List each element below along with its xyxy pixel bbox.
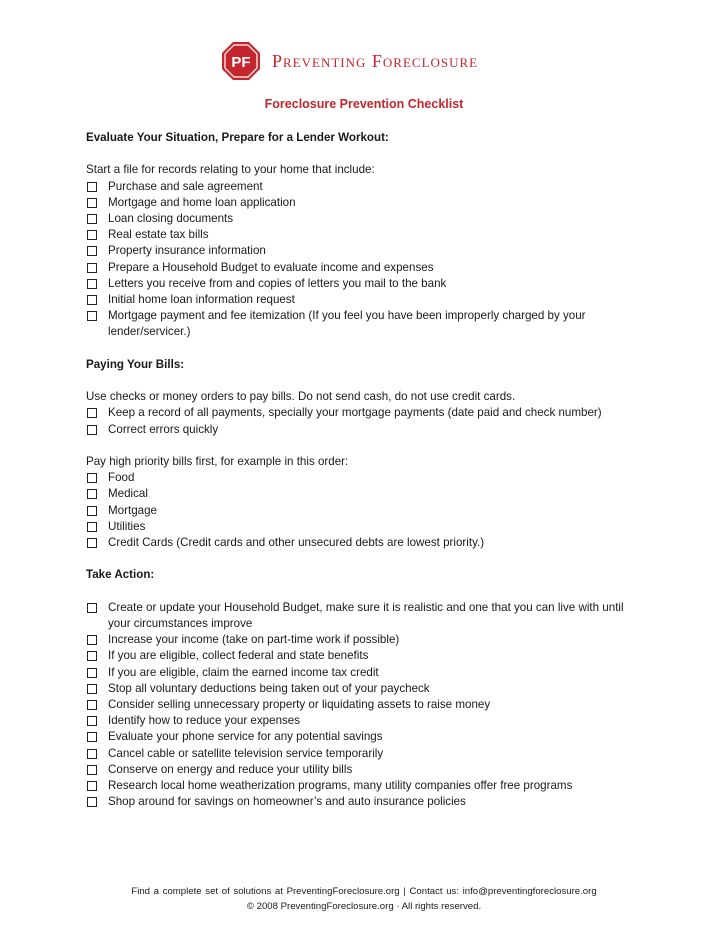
checklist-item xyxy=(86,632,646,648)
checklist-item-label: Prepare a Household Budget to evaluate income and expenses xyxy=(108,260,434,274)
checklist-item-label: Food xyxy=(108,471,135,485)
checklist-item-label: Keep a record of all payments, specially your mortgage payments (date paid and check number) xyxy=(108,406,602,420)
group-intro: Start a file for records relating to your home that include: xyxy=(86,163,375,177)
checkbox-icon[interactable] xyxy=(87,473,97,483)
spacer xyxy=(86,438,646,454)
checklist xyxy=(86,470,646,551)
checklist-item xyxy=(86,729,646,745)
checklist-item xyxy=(86,276,646,292)
footer-copyright: © 2008 PreventingForeclosure.org · All rights reserved. xyxy=(246,901,482,912)
checklist-item xyxy=(86,778,646,794)
checklist-body xyxy=(86,130,646,827)
logo-initials: PF xyxy=(231,54,251,71)
checklist-item-label: Correct errors quickly xyxy=(108,422,219,436)
checklist-item-label: Mortgage xyxy=(108,503,157,517)
checklist-item-label: Create or update your Household Budget, make sure it is realistic and one that you can live with until your circumstances improve xyxy=(108,600,624,630)
checkbox-icon[interactable] xyxy=(87,797,97,807)
checkbox-icon[interactable] xyxy=(87,295,97,305)
checkbox-icon[interactable] xyxy=(87,732,97,742)
checklist-item-label: Credit Cards (Credit cards and other unsecured debts are lowest priority.) xyxy=(108,536,485,550)
checklist-item-label: Loan closing documents xyxy=(108,212,234,225)
checklist-item-label: Cancel cable or satellite television service temporarily xyxy=(108,746,384,760)
checkbox-icon[interactable] xyxy=(87,279,97,289)
checkbox-icon[interactable] xyxy=(87,246,97,256)
checklist-item xyxy=(86,600,646,632)
checklist-item-label: Mortgage and home loan application xyxy=(108,195,296,209)
brand-logo xyxy=(221,41,478,81)
checklist-item-label: Research local home weatherization programs, many utility companies offer free programs xyxy=(108,779,573,793)
checklist-item xyxy=(86,762,646,778)
checklist-item xyxy=(86,648,646,664)
spacer xyxy=(86,584,646,600)
checklist-item xyxy=(86,697,646,713)
checkbox-icon[interactable] xyxy=(87,635,97,645)
checkbox-icon[interactable] xyxy=(87,489,97,499)
octagon-logo-icon xyxy=(221,41,261,81)
checklist-item-label: Stop all voluntary deductions being taken out of your paycheck xyxy=(108,681,430,695)
checkbox-icon[interactable] xyxy=(87,603,97,613)
checkbox-icon[interactable] xyxy=(87,749,97,759)
checklist-item-label: Initial home loan information request xyxy=(108,293,295,307)
checkbox-icon[interactable] xyxy=(87,765,97,775)
footer-contact-line: Find a complete set of solutions at PreventingForeclosure.org | Contact us: info@preventingforeclosure.org xyxy=(131,886,597,897)
checkbox-icon[interactable] xyxy=(87,182,97,192)
checkbox-icon[interactable] xyxy=(87,408,97,418)
checkbox-icon[interactable] xyxy=(87,700,97,710)
checkbox-icon[interactable] xyxy=(87,716,97,726)
checkbox-icon[interactable] xyxy=(87,651,97,661)
checklist-item-label: Shop around for savings on homeowner’s and auto insurance policies xyxy=(108,795,466,809)
section-heading: Paying Your Bills: xyxy=(86,357,185,371)
checklist-item xyxy=(86,746,646,762)
checklist-item xyxy=(86,681,646,697)
spacer xyxy=(86,551,646,567)
checkbox-icon[interactable] xyxy=(87,538,97,548)
checklist-item xyxy=(86,470,646,486)
checkbox-icon[interactable] xyxy=(87,522,97,532)
checkbox-icon[interactable] xyxy=(87,506,97,516)
checklist-item-label: Letters you receive from and copies of letters you mail to the bank xyxy=(108,276,447,290)
spacer xyxy=(86,373,646,389)
checklist-item xyxy=(86,503,646,519)
checklist-item xyxy=(86,713,646,729)
checklist xyxy=(86,600,646,811)
spacer xyxy=(86,341,646,357)
spacer xyxy=(86,146,646,162)
logo-wordmark: Preventing Foreclosure xyxy=(272,50,479,71)
checklist-item xyxy=(86,292,646,308)
checklist-item xyxy=(86,227,646,243)
checklist-item xyxy=(86,486,646,502)
checkbox-icon[interactable] xyxy=(87,781,97,791)
checklist-item-label: Evaluate your phone service for any potential savings xyxy=(108,730,383,744)
checkbox-icon[interactable] xyxy=(87,263,97,273)
checklist-item xyxy=(86,405,646,421)
group-intro: Pay high priority bills first, for example in this order: xyxy=(86,455,349,468)
page-title: Foreclosure Prevention Checklist xyxy=(264,97,464,111)
checklist-item-label: Utilities xyxy=(108,519,146,533)
checklist xyxy=(86,405,646,437)
checklist-item-label: Identify how to reduce your expenses xyxy=(108,714,301,728)
checklist-item xyxy=(86,519,646,535)
page-footer xyxy=(0,884,728,914)
checklist-item xyxy=(86,195,646,211)
checklist-item xyxy=(86,665,646,681)
checklist-item xyxy=(86,794,646,810)
checklist-item xyxy=(86,260,646,276)
checklist xyxy=(86,179,646,341)
checkbox-icon[interactable] xyxy=(87,684,97,694)
checklist-item-label: Real estate tax bills xyxy=(108,228,209,242)
checklist-item xyxy=(86,535,646,551)
checklist-item-label: Consider selling unnecessary property or liquidating assets to raise money xyxy=(108,698,491,712)
checklist-item xyxy=(86,243,646,259)
checklist-item-label: If you are eligible, claim the earned income tax credit xyxy=(108,665,379,679)
checklist-item-label: Property insurance information xyxy=(108,244,266,258)
checkbox-icon[interactable] xyxy=(87,425,97,435)
group-intro: Use checks or money orders to pay bills. Do not send cash, do not use credit cards. xyxy=(86,390,516,404)
checklist-item xyxy=(86,422,646,438)
checklist-item-label: Increase your income (take on part-time work if possible) xyxy=(108,633,400,647)
checklist-item xyxy=(86,308,646,340)
checkbox-icon[interactable] xyxy=(87,198,97,208)
spacer xyxy=(86,810,646,826)
checklist-item xyxy=(86,179,646,195)
checkbox-icon[interactable] xyxy=(87,311,97,321)
checkbox-icon[interactable] xyxy=(87,230,97,240)
section-heading: Evaluate Your Situation, Prepare for a Lender Workout: xyxy=(86,131,389,144)
checklist-item-label: Conserve on energy and reduce your utility bills xyxy=(108,762,353,776)
checklist-item-label: Medical xyxy=(108,487,148,501)
checklist-item-label: Purchase and sale agreement xyxy=(108,179,263,193)
checkbox-icon[interactable] xyxy=(87,214,97,224)
checklist-item-label: Mortgage payment and fee itemization (If you feel you have been improperly charged by your lender/servicer.) xyxy=(108,309,586,339)
checkbox-icon[interactable] xyxy=(87,668,97,678)
checklist-item xyxy=(86,211,646,227)
section-heading: Take Action: xyxy=(86,568,155,582)
checklist-item-label: If you are eligible, collect federal and state benefits xyxy=(108,649,369,663)
